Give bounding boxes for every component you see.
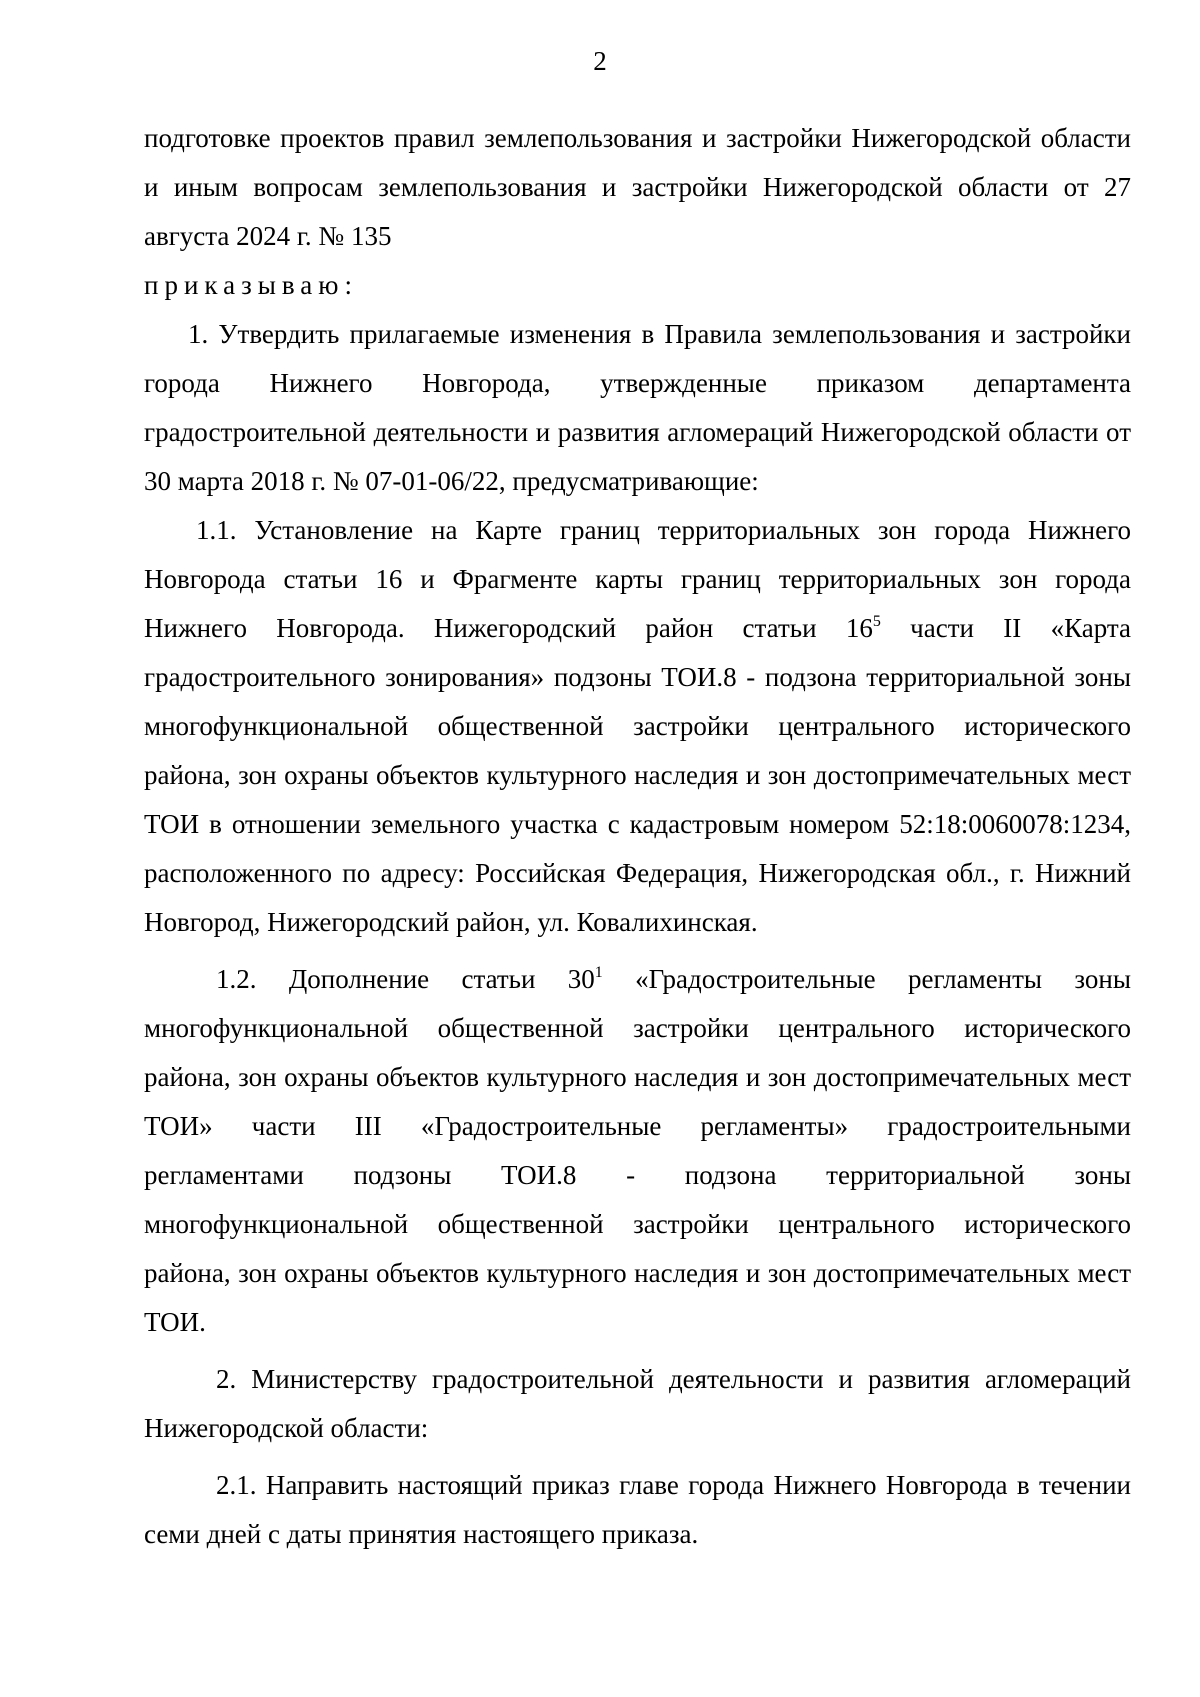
item-1-2-superscript: 1: [594, 964, 603, 981]
item-1-1-paragraph: [144, 506, 1131, 947]
item-2-paragraph: 2. Министерству градостроительной деятельности и развития агломераций Нижегородской области:: [144, 1364, 1131, 1443]
item-1-1-superscript: 5: [872, 613, 881, 630]
item-1-2-text-end: «Градостроительные регламенты зоны многофункциональной общественной застройки центрального исторического района, зон охраны объектов культурного наследия и зон достопримечательных мест ТОИ» части III «Градостроительные регламенты» градостроительными регламентами подзоны ТОИ.8 - подзона территориальной зоны многофункциональной общественной застройки центрального исторического района, зон охраны объектов культурного наследия и зон достопримечательных мест ТОИ.: [144, 964, 1131, 1337]
order-word: приказываю:: [144, 270, 358, 300]
intro-paragraph: подготовке проектов правил землепользования и застройки Нижегородской области и иным вопросам землепользования и застройки Нижегородской области от 27 августа 2024 г. № 135: [144, 123, 1131, 251]
item-2-1-paragraph: 2.1. Направить настоящий приказ главе города Нижнего Новгорода в течении семи дней с даты принятия настоящего приказа.: [144, 1470, 1131, 1549]
item-1-1-text-end: части II «Карта градостроительного зонирования» подзоны ТОИ.8 - подзона территориальной зоны многофункциональной общественной застройки центрального исторического района, зон охраны объектов культурного наследия и зон достопримечательных мест ТОИ в отношении земельного участка с кадастровым номером 52:18:0060078:1234, расположенного по адресу: Российская Федерация, Нижегородская обл., г. Нижний Новгород, Нижегородский район, ул. Ковалихинская.: [144, 613, 1132, 937]
document-body: [144, 114, 1131, 1559]
item-1-2-paragraph: [144, 955, 1131, 1347]
page-number: 2: [593, 46, 607, 76]
item-1-paragraph: 1. Утвердить прилагаемые изменения в Правила землепользования и застройки города Нижнего Новгорода, утвержденные приказом департамента градостроительной деятельности и развития агломераций Нижегородской области от 30 марта 2018 г. № 07-01-06/22, предусматривающие:: [144, 319, 1131, 496]
item-1-1-text-start: 1.1. Установление на Карте границ территориальных зон города Нижнего Новгорода статьи 16 и Фрагменте карты границ территориальных зон города Нижнего Новгорода. Нижегородский район статьи 16: [144, 515, 1131, 643]
item-1-2-text-start: 1.2. Дополнение статьи 30: [216, 964, 595, 994]
